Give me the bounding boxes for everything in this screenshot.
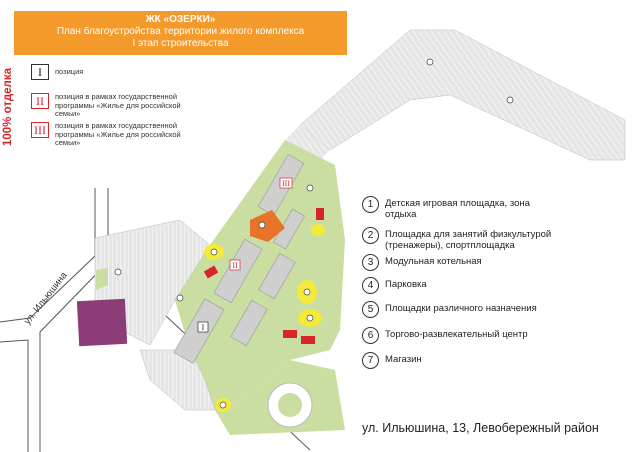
legend-number-6: 6 xyxy=(362,327,379,344)
position-text-1: позиция xyxy=(55,67,84,76)
position-numeral-1: I xyxy=(31,64,49,80)
title-line-2: План благоустройства территории жилого комплекса xyxy=(56,26,305,37)
title-banner xyxy=(14,11,347,55)
title-line-3: I этап строительства xyxy=(132,38,229,49)
position-legend-2 xyxy=(31,93,205,119)
legend-item-4 xyxy=(362,277,615,294)
title-line-1: ЖК «ОЗЕРКИ» xyxy=(145,14,216,25)
legend-number-1: 1 xyxy=(362,196,379,213)
legend-number-5: 5 xyxy=(362,301,379,318)
finish-label: 100% отделка xyxy=(2,68,14,146)
position-legend-3 xyxy=(31,122,205,148)
legend-item-1 xyxy=(362,196,555,220)
legend-text-4: Парковка xyxy=(385,279,427,290)
legend-item-7 xyxy=(362,352,615,369)
legend-number-3: 3 xyxy=(362,254,379,271)
legend-item-3 xyxy=(362,254,615,271)
legend-item-2 xyxy=(362,227,575,251)
position-numeral-2: II xyxy=(31,93,49,109)
legend-number-4: 4 xyxy=(362,277,379,294)
address: ул. Ильюшина, 13, Левобережный район xyxy=(362,421,599,435)
legend-number-2: 2 xyxy=(362,227,379,244)
legend-text-6: Торгово-развлекательный центр xyxy=(385,329,528,340)
building-label-1: I xyxy=(201,323,205,332)
position-text-3: позиция в рамках государственной программы «Жилье для российской семьи» xyxy=(55,121,181,147)
position-legend-1 xyxy=(31,64,245,80)
legend-item-6 xyxy=(362,327,615,344)
position-numeral-3: III xyxy=(31,122,49,138)
legend-text-3: Модульная котельная xyxy=(385,256,482,267)
legend-text-1: Детская игровая площадка, зона отдыха xyxy=(385,198,530,220)
legend-text-2: Площадка для занятий физкультурой (тренажеры), спортплощадка xyxy=(385,229,552,251)
position-text-2: позиция в рамках государственной программы «Жилье для российской семьи» xyxy=(55,92,181,118)
parking-strip-northeast xyxy=(300,30,625,160)
street-label: ул. Ильюшина xyxy=(22,270,70,327)
legend-text-5: Площадки различного назначения xyxy=(385,303,537,314)
building-label-3: III xyxy=(282,179,290,188)
legend-text-7: Магазин xyxy=(385,354,422,365)
legend-item-5 xyxy=(362,301,615,318)
shopping-mall xyxy=(77,299,127,346)
legend-number-7: 7 xyxy=(362,352,379,369)
building-label-2: II xyxy=(232,261,238,270)
